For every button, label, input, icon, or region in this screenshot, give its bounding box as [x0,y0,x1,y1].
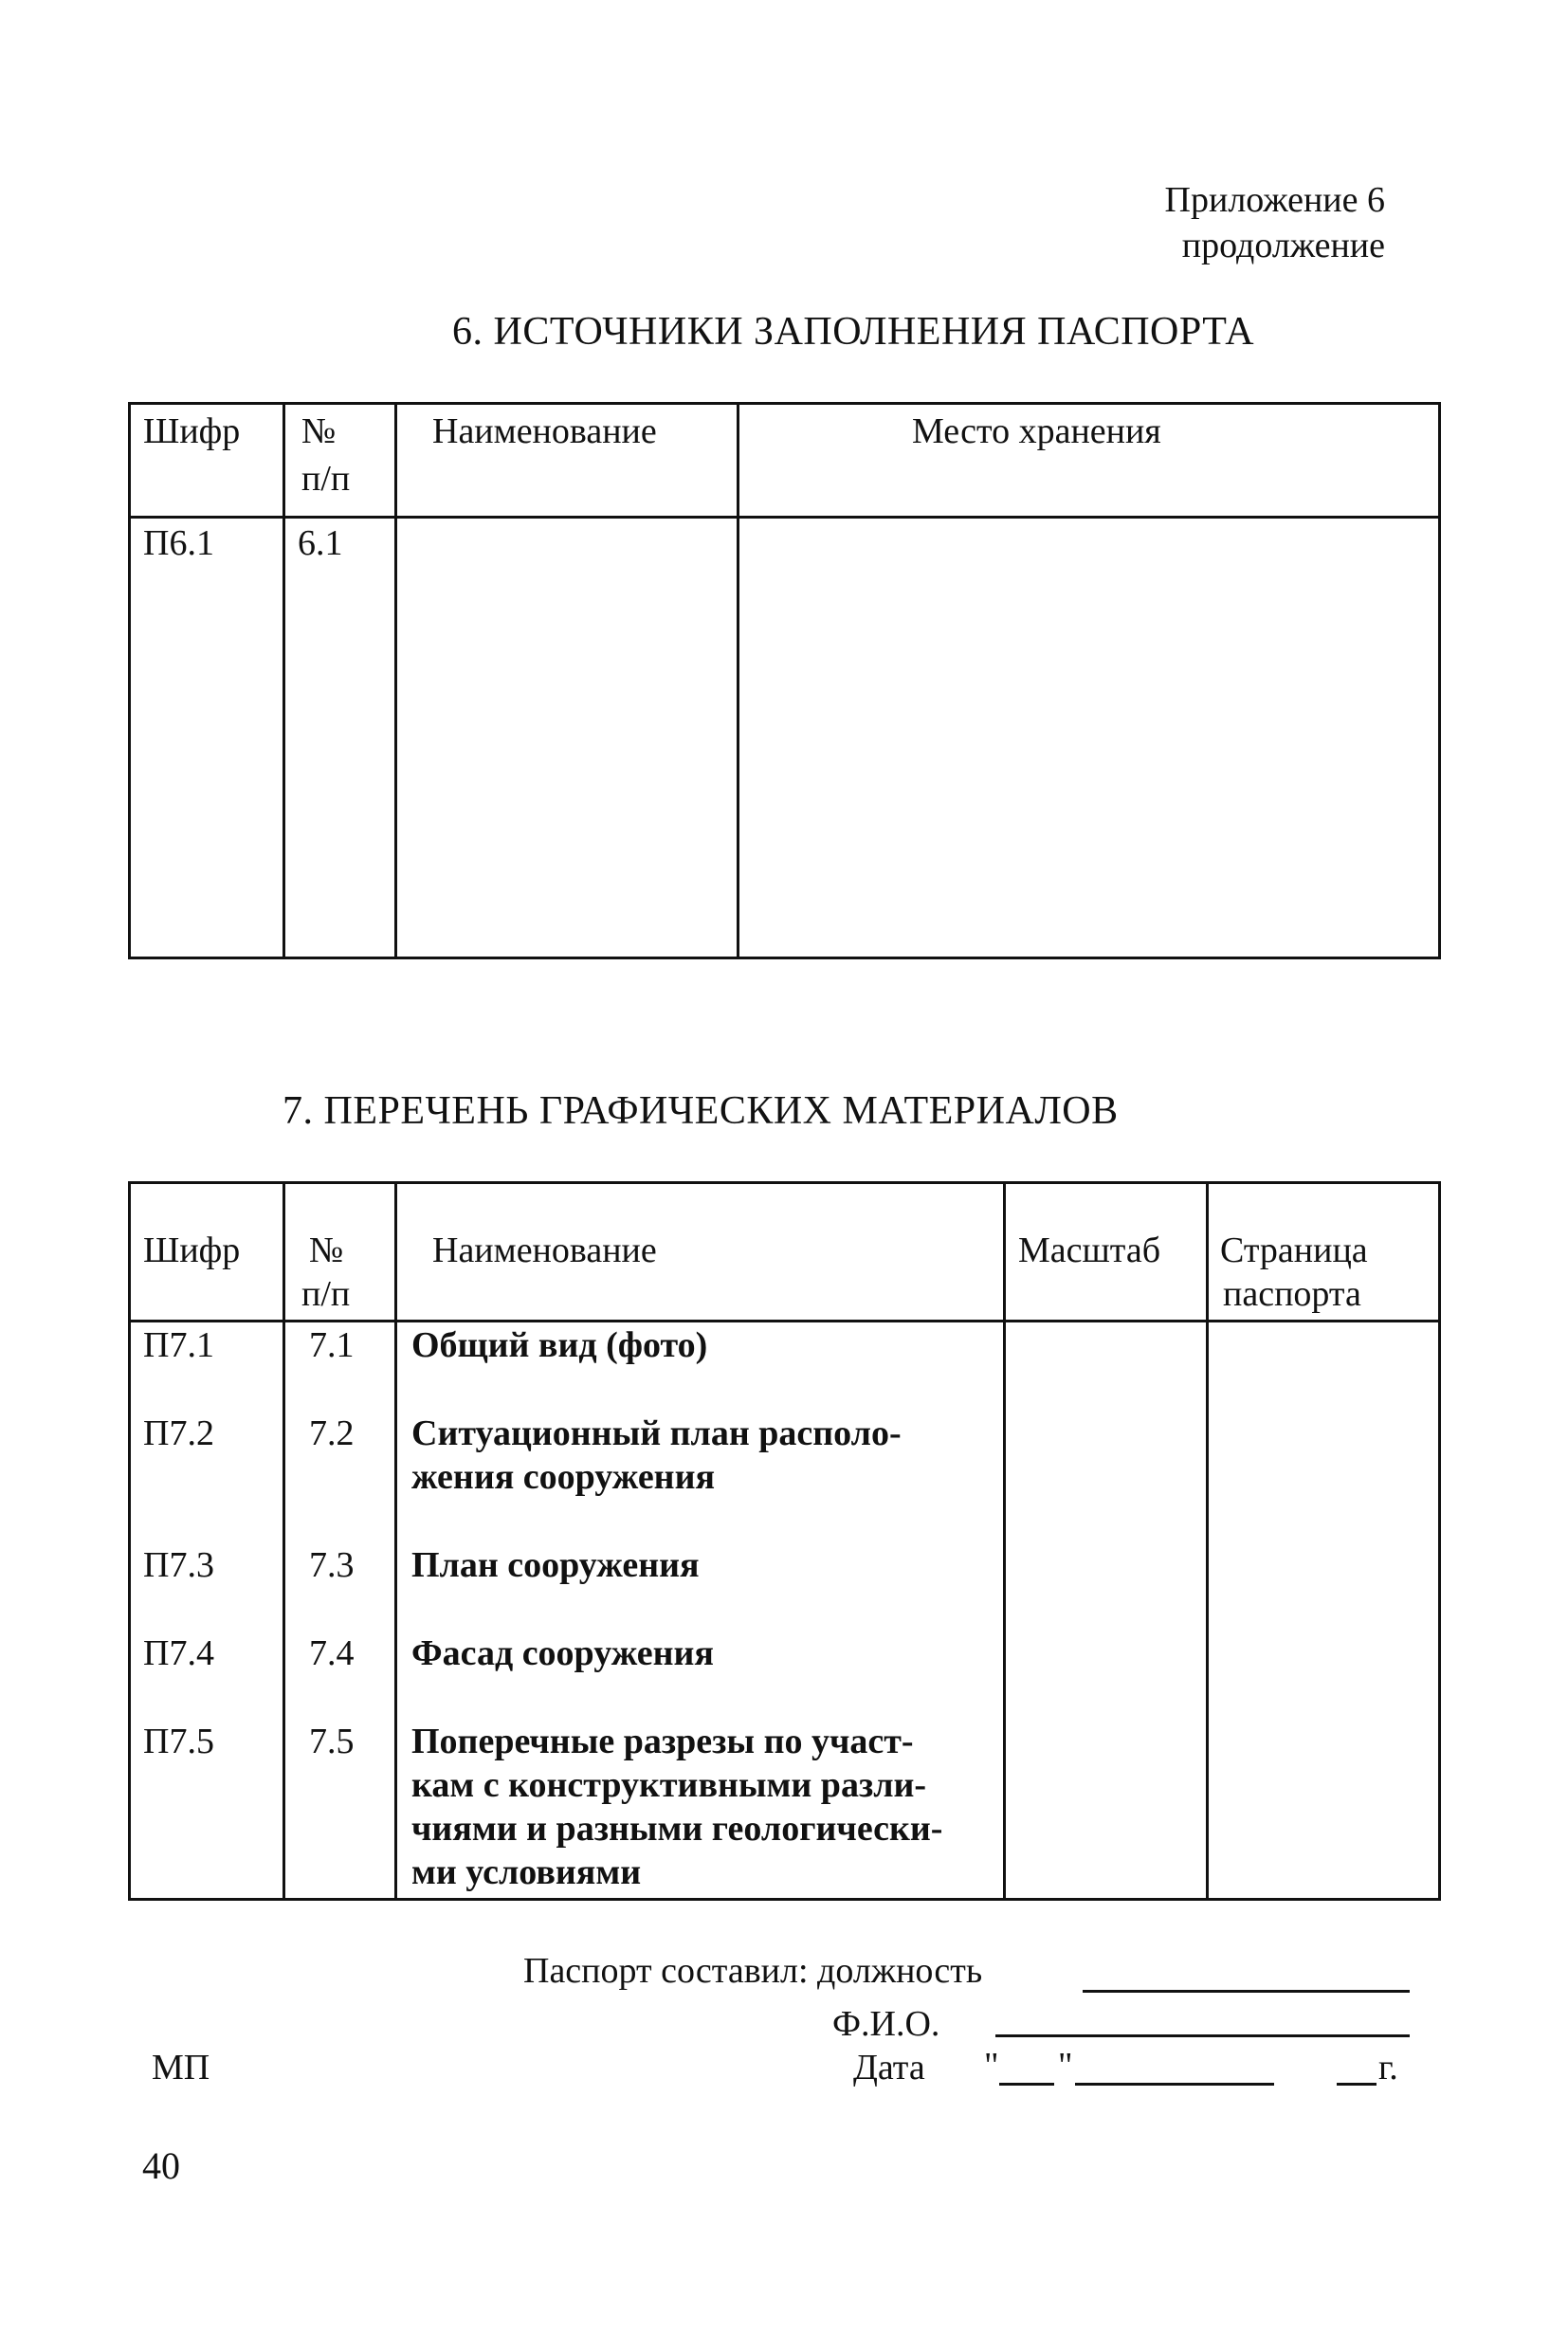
row-code: П7.2 [143,1413,214,1453]
fio-blank [995,2034,1410,2037]
column-divider [128,402,131,959]
column-header-name: Наименование [432,411,657,451]
column-divider [1438,1181,1441,1901]
column-divider [283,1181,285,1901]
column-divider [128,1181,131,1901]
column-header-code: Шифр [143,1231,241,1270]
position-blank [1083,1990,1410,1993]
appendix-label: Приложение 6 [1164,180,1385,220]
column-divider [1206,1181,1209,1901]
date-quote-close: " [1058,2046,1073,2086]
row-name-line: ми условиями [411,1852,642,1892]
row-number: 7.4 [309,1633,355,1673]
stamp-label: МП [152,2048,210,2088]
row-code: П7.1 [143,1325,214,1365]
column-divider [1003,1181,1006,1901]
column-header-number-abbr: п/п [301,459,351,499]
row-code: П7.4 [143,1633,214,1673]
row-number: 7.2 [309,1413,355,1453]
row-number: 7.5 [309,1722,355,1761]
row-code: П7.3 [143,1545,214,1585]
row-code: П7.5 [143,1722,214,1761]
row-name-line: Поперечные разрезы по участ- [411,1722,914,1761]
section-6-title: 6. ИСТОЧНИКИ ЗАПОЛНЕНИЯ ПАСПОРТА [452,310,1255,354]
column-header-number-sign: № [309,1231,344,1270]
page-number: 40 [142,2144,180,2187]
row-code: П6.1 [143,523,214,563]
fio-label: Ф.И.О. [832,2004,940,2044]
row-name-line: жения сооружения [411,1457,716,1497]
day-blank [999,2083,1054,2086]
date-label: Дата [853,2048,925,2088]
column-header-number-sign: № [301,411,337,451]
row-name: Общий вид (фото) [411,1325,708,1365]
column-header-number-abbr: п/п [301,1274,351,1314]
year-suffix: г. [1378,2048,1398,2088]
table-border-top [128,402,1441,405]
column-divider [1438,402,1441,959]
header-divider [128,1320,1441,1322]
column-header-scale: Масштаб [1018,1231,1161,1270]
date-quote-open: " [984,2046,999,2086]
column-divider [283,402,285,959]
column-divider [394,402,397,959]
month-blank [1075,2083,1274,2086]
row-number: 6.1 [298,523,343,563]
table-border-bottom [128,1898,1441,1901]
row-number: 7.3 [309,1545,355,1585]
row-name-line: чиями и разными геологически- [411,1809,943,1849]
table-border-top [128,1181,1441,1184]
column-header-code: Шифр [143,411,241,451]
row-name-line: кам с конструктивными разли- [411,1765,927,1805]
row-name-line: Ситуационный план располо- [411,1413,902,1453]
column-divider [394,1181,397,1901]
section-7-title: 7. ПЕРЕЧЕНЬ ГРАФИЧЕСКИХ МАТЕРИАЛОВ [283,1089,1119,1133]
row-name: Фасад сооружения [411,1633,714,1673]
year-blank [1337,2083,1377,2086]
row-number: 7.1 [309,1325,355,1365]
table-border-bottom [128,957,1441,959]
column-header-page: Страница [1220,1231,1368,1270]
row-name: План сооружения [411,1545,700,1585]
continuation-label: продолжение [1181,226,1385,265]
column-header-name: Наименование [432,1231,657,1270]
header-divider [128,516,1441,519]
compiled-by-label: Паспорт составил: должность [523,1951,983,1991]
column-header-page-sub: паспорта [1223,1274,1361,1314]
column-divider [737,402,739,959]
column-header-storage: Место хранения [912,411,1161,451]
